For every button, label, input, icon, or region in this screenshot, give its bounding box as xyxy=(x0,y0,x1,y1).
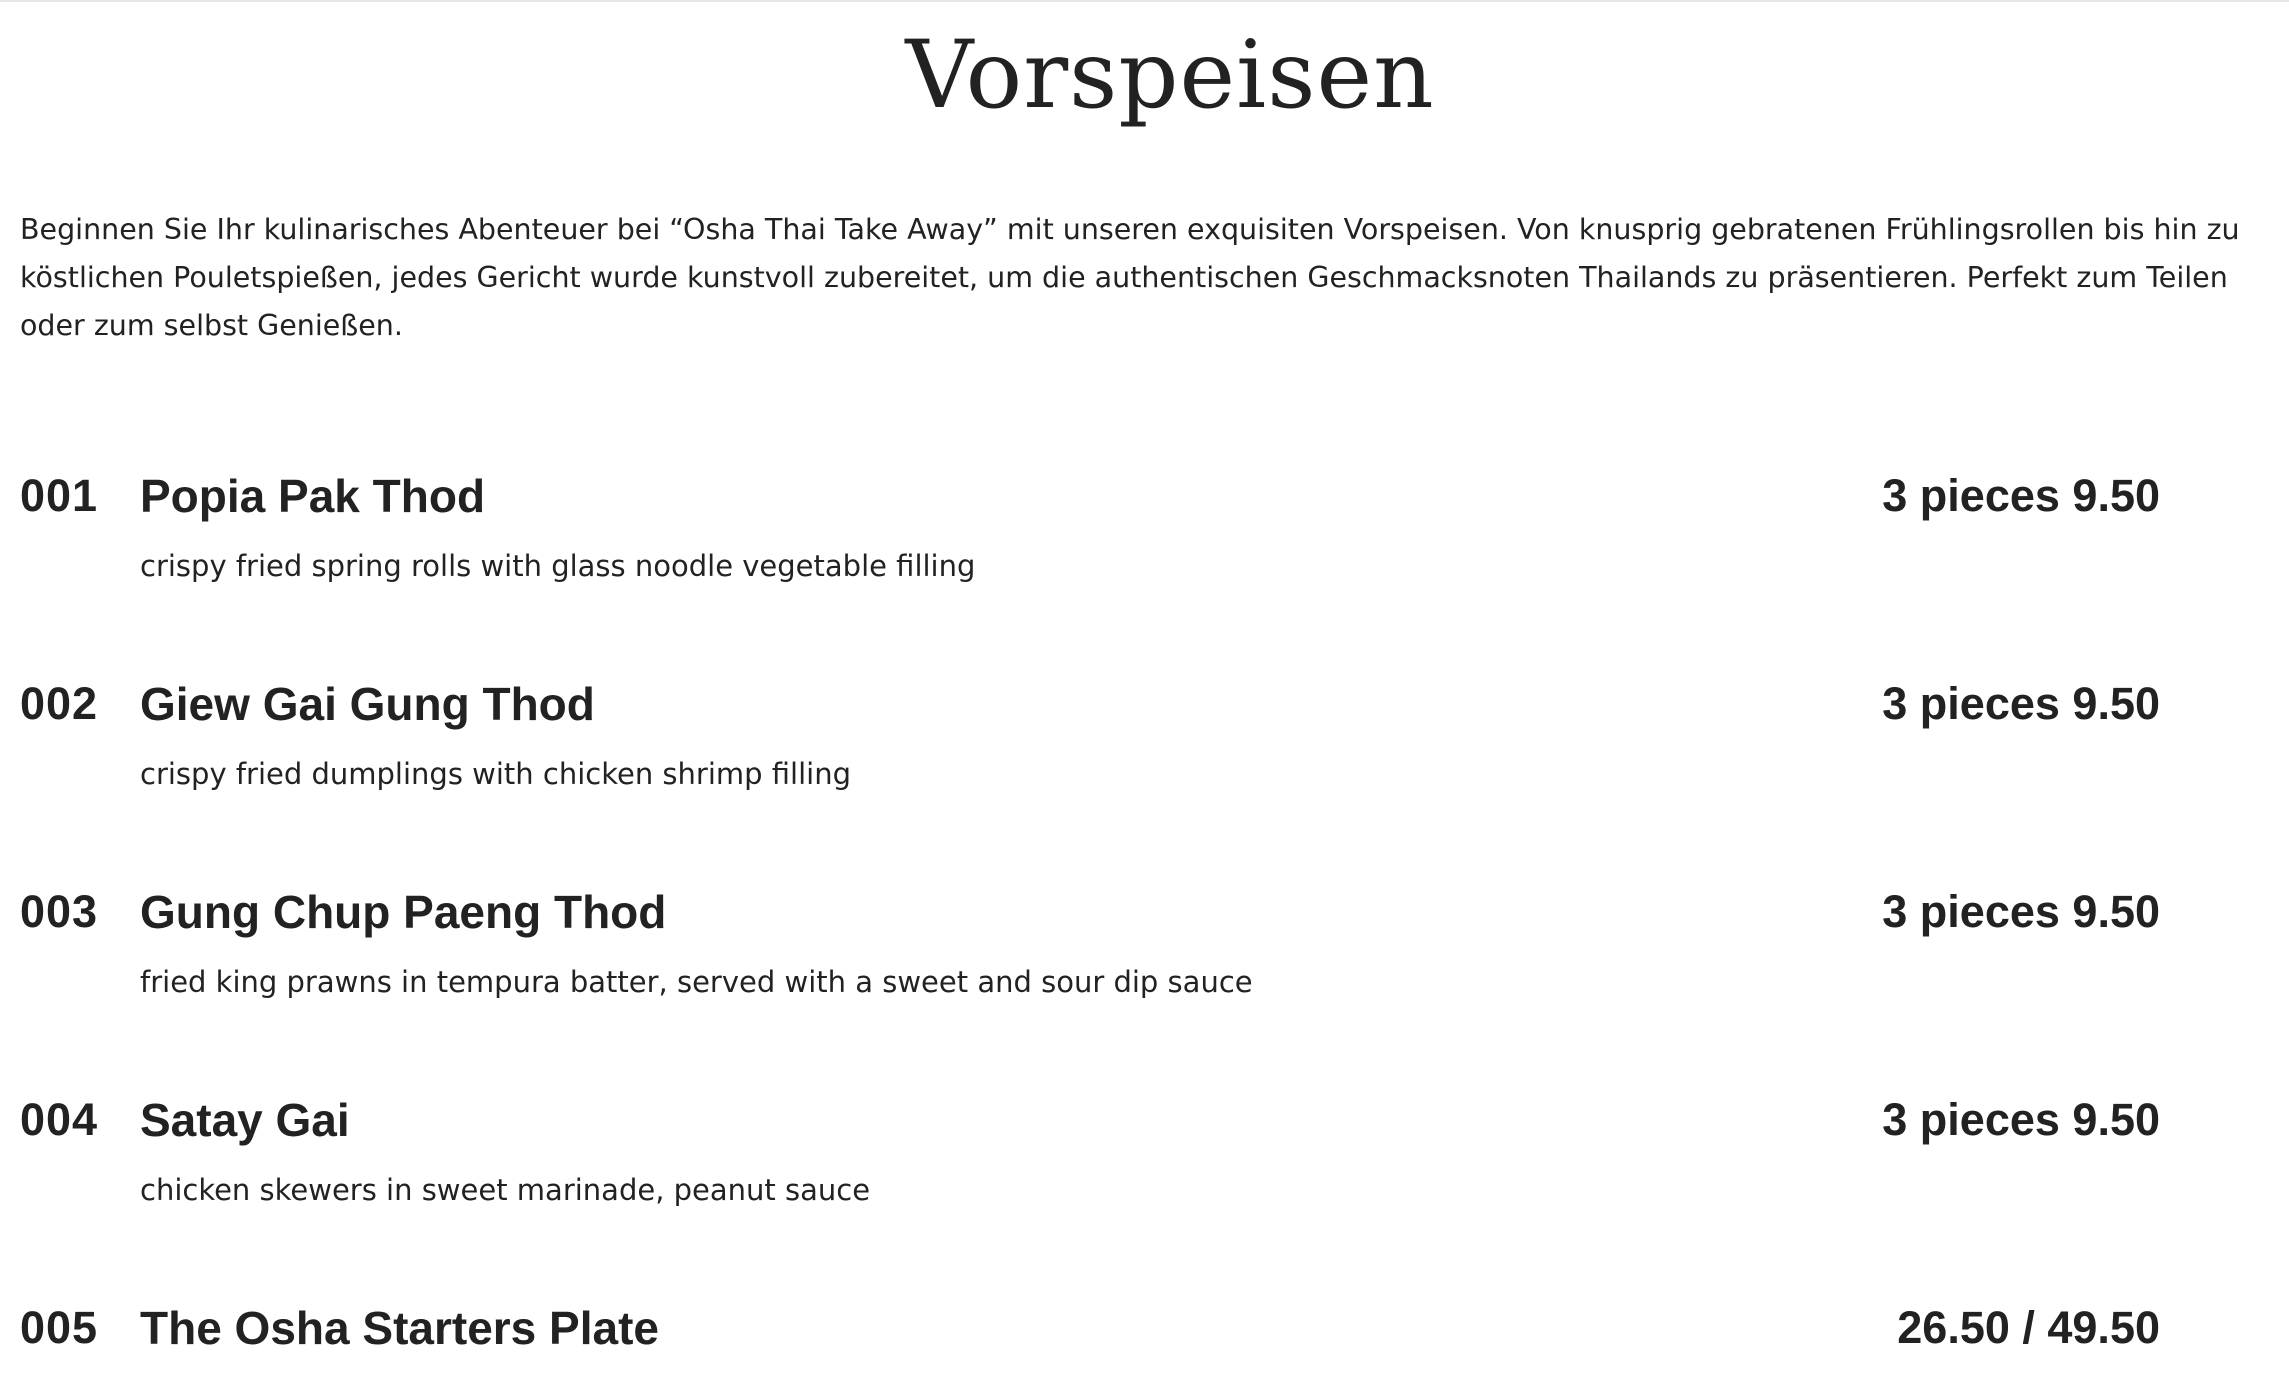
item-number: 003 xyxy=(20,886,99,937)
item-name: Giew Gai Gung Thod xyxy=(140,678,595,730)
item-number: 005 xyxy=(20,1302,99,1353)
menu-page xyxy=(0,2,2289,1377)
intro-text: Beginnen Sie Ihr kulinarisches Abenteuer bei “Osha Thai Take Away” mit unseren exquisiten Vorspeisen. Von knusprig gebratenen Frühlingsrollen bis hin zu köstlichen Pouletspießen, jedes Gericht wurde kunstvoll zubereitet, um die authentischen Geschmacksnoten Thailands zu präsentieren. Perfekt zum Teilen oder zum selbst Genießen. xyxy=(20,213,2240,342)
menu-item xyxy=(20,1286,2160,1377)
menu-item xyxy=(20,870,2160,1078)
menu-item xyxy=(20,1078,2160,1286)
item-description: crispy fried dumplings with chicken shrimp filling xyxy=(140,757,851,791)
item-price: 3 pieces 9.50 xyxy=(1882,1094,2160,1145)
item-number: 002 xyxy=(20,678,99,729)
page-title: Vorspeisen xyxy=(905,21,1435,130)
menu-item xyxy=(20,454,2160,662)
item-price: 3 pieces 9.50 xyxy=(1882,678,2160,729)
item-number: 001 xyxy=(20,470,99,521)
item-number: 004 xyxy=(20,1094,99,1145)
item-price: 26.50 / 49.50 xyxy=(1897,1302,2160,1353)
item-description: fried king prawns in tempura batter, served with a sweet and sour dip sauce xyxy=(140,965,1253,999)
menu-list xyxy=(20,454,2160,1377)
item-name: The Osha Starters Plate xyxy=(140,1302,659,1354)
item-name: Popia Pak Thod xyxy=(140,470,486,522)
item-name: Satay Gai xyxy=(140,1094,350,1146)
item-description: crispy fried spring rolls with glass noodle vegetable filling xyxy=(140,549,976,583)
item-name: Gung Chup Paeng Thod xyxy=(140,886,667,938)
item-price: 3 pieces 9.50 xyxy=(1882,886,2160,937)
menu-item xyxy=(20,662,2160,870)
item-price: 3 pieces 9.50 xyxy=(1882,470,2160,521)
item-description: chicken skewers in sweet marinade, peanut sauce xyxy=(140,1173,871,1207)
